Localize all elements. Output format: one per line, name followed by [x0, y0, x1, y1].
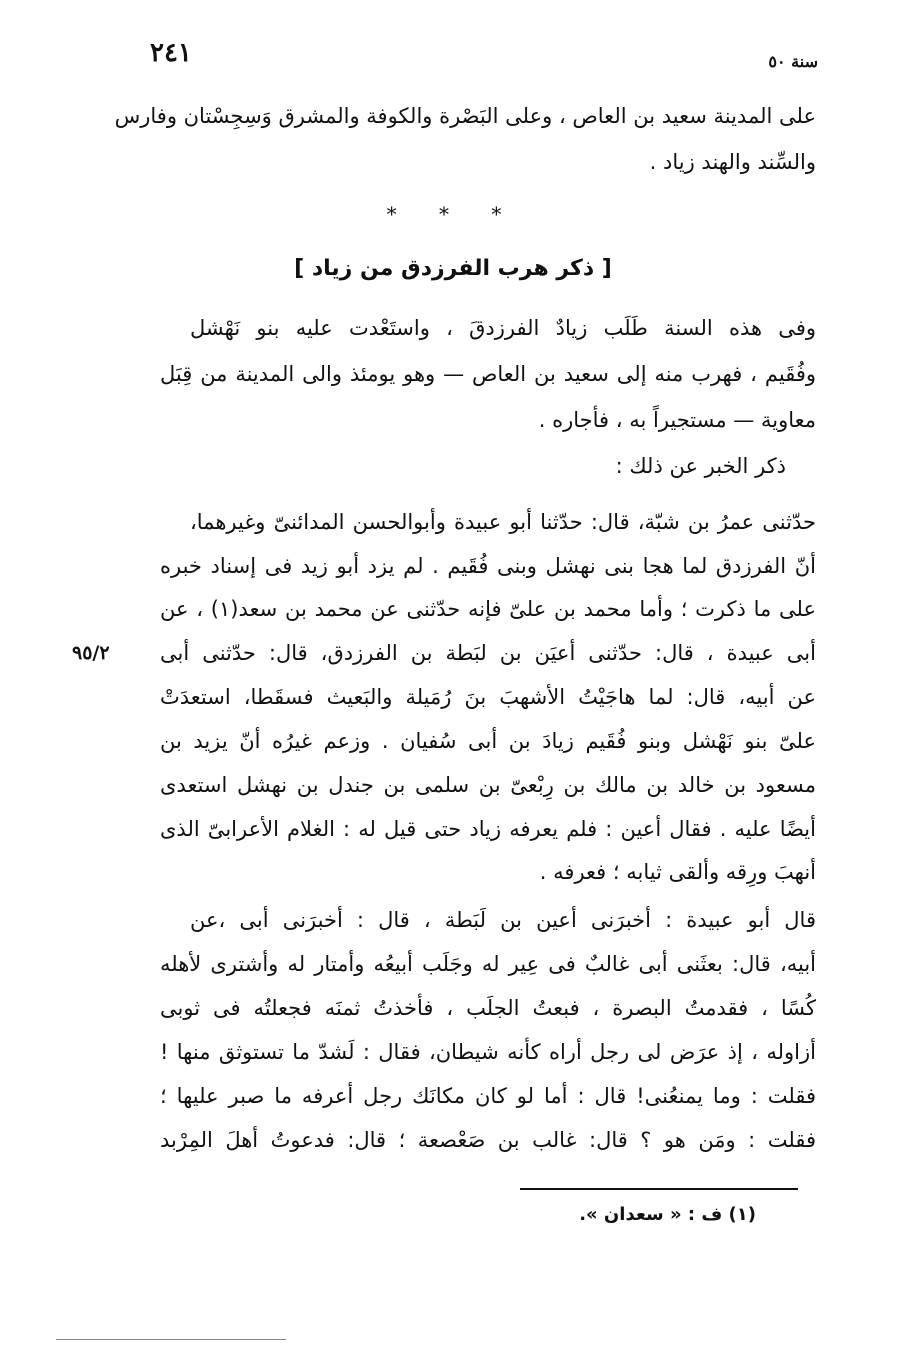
paragraph-line: أنهبَ ورِقه وألقى ثيابه ؛ فعرفه . [539, 860, 816, 884]
paragraph-line: على ما ذكرت ؛ وأما محمد بن علىّ فإنه حدّثنى عن محمد بن سعد(١) ، عن [160, 597, 816, 621]
paragraph-line: قال أبو عبيدة : أخبرَنى أعين بن لَبَطة ، قال : أخبرَنى أبى ،عن [190, 908, 816, 932]
paragraph-line: كُسًا ، فقدمتُ البصرة ، فبعتُ الجلَب ، فأخذتُ ثمنَه فجعلتُه فى ثوبى [160, 996, 816, 1020]
paragraph-line: أنّ الفرزدق لما هجا بنى نهشل وبنى فُقَيم . لم يزد أبو زيد فى إسناد خبره [160, 554, 816, 578]
paragraph-line: علىّ بنو نَهْشل وبنو فُقَيم زيادَ بن أبى سُفيان . وزعم غيرُه أنّ يزيد بن [160, 729, 816, 753]
paragraph-line: وفُقَيم ، فهرب منه إلى سعيد بن العاص — وهو يومئذ والى المدينة من قِبَل [160, 362, 816, 386]
section-separator: * * * [386, 202, 520, 226]
subheading: ذكر الخبر عن ذلك : [615, 454, 786, 478]
paragraph-line: معاوية — مستجيراً به ، فأجاره . [538, 408, 816, 432]
bottom-divider [56, 1339, 286, 1340]
footnote-divider [520, 1188, 798, 1190]
intro-line: على المدينة سعيد بن العاص ، وعلى البَصْرة والكوفة والمشرق وَسِجِسْتان وفارس [114, 104, 816, 128]
paragraph-line: مسعود بن خالد بن مالك بن رِبْعىّ بن سلمى بن جندل بن نهشل استعدى [160, 773, 816, 797]
page-number: ٢٤١ [150, 38, 192, 68]
paragraph-line: أبيه، قال: بعثَنى أبى غالبٌ فى عِير له وجَلَب أبيعُه وأمتار له وأشترى لأهله [160, 952, 816, 976]
paragraph-line: أيضًا عليه . فقال أعين : فلم يعرفه زياد حتى قيل له : الغلام الأعرابىّ الذى [160, 817, 816, 841]
paragraph-line: فقلت : ومَن هو ؟ قال: غالب بن صَعْصعة ؛ قال: فدعوتُ أهلَ المِرْبد [160, 1128, 816, 1152]
paragraph-line: أبى عبيدة ، قال: حدّثنى أعيَن بن لبَطة بن الفرزدق، قال: حدّثنى أبى [160, 641, 816, 665]
intro-line: والسِّند والهند زياد . [649, 150, 816, 174]
paragraph-line: فقلت : وما يمنعُنى! قال : أما لو كان مكانَك رجل أعرفه ما صبر عليها ؛ [160, 1084, 816, 1108]
paragraph-line: حدّثنى عمرُ بن شبّة، قال: حدّثنا أبو عبيدة وأبوالحسن المدائنىّ وغيرهما، [190, 510, 816, 534]
paragraph-line: وفى هذه السنة طَلَب زيادٌ الفرزدقَ ، واستَعْدت عليه بنو نَهْشل [190, 316, 816, 340]
footnote: (١) ف : « سعدان ». [579, 1204, 756, 1225]
paragraph-line: عن أبيه، قال: لما هاجَيْتُ الأشهبَ بنَ رُمَيلة والبَعيث فسقَطا، استعدَتْ [160, 685, 816, 709]
margin-reference: ٩٥/٢ [72, 642, 110, 664]
section-title: [ ذكر هرب الفرزدق من زياد ] [294, 256, 612, 281]
paragraph-line: أزاوله ، إذ عرَض لى رجل أراه كأنه شيطان، فقال : لَشدّ ما تستوثق منها ! [160, 1040, 816, 1064]
running-head: سنة ٥٠ [768, 52, 818, 71]
